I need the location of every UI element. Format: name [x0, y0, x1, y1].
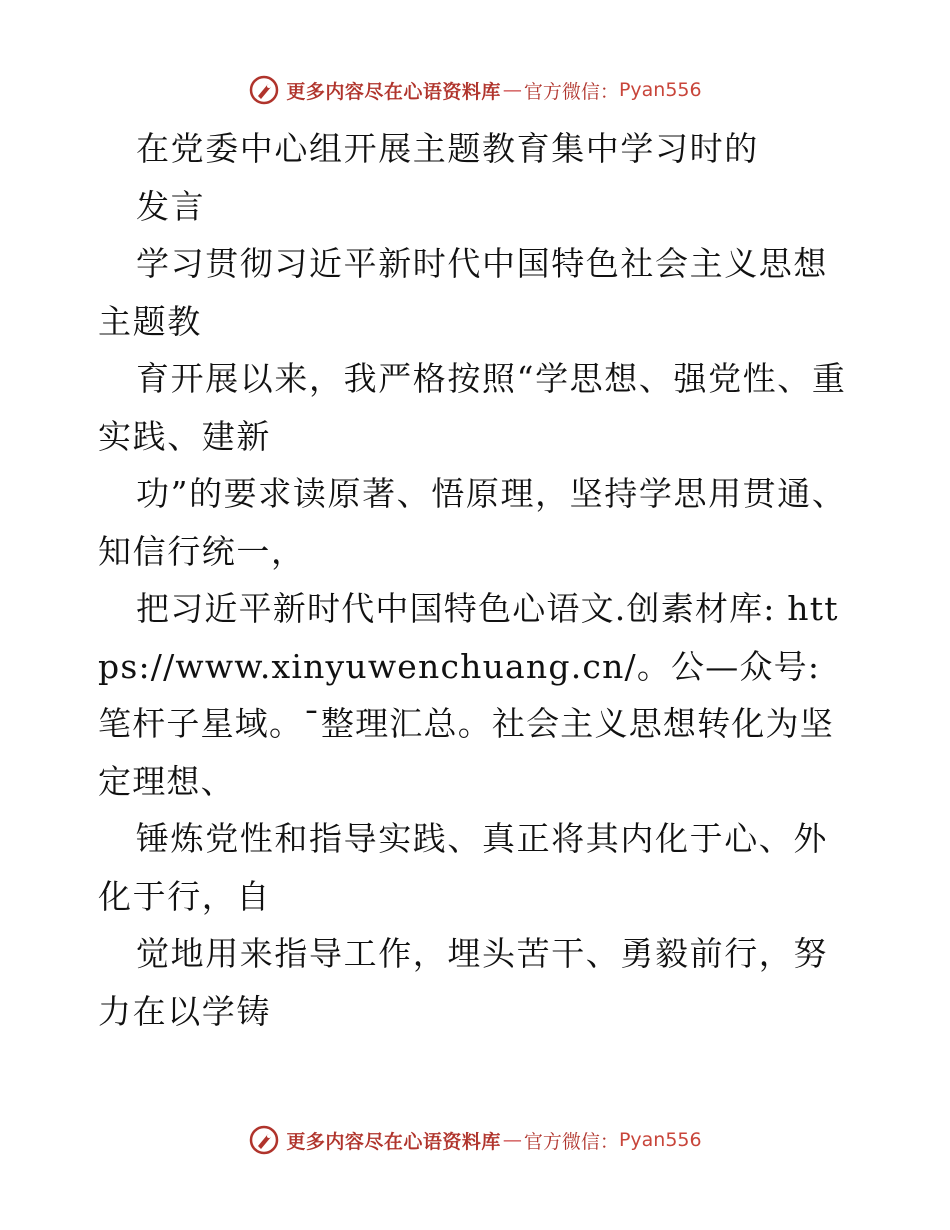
- pen-nib-logo-icon: [248, 74, 280, 106]
- paragraph-6: 觉地用来指导工作，埋头苦干、勇毅前行，努力在以学铸: [98, 934, 828, 1031]
- pen-nib-logo-icon: [248, 1124, 280, 1156]
- banner-wechat-label: 官方微信：: [523, 80, 619, 103]
- banner-wechat-id: Pyan556: [618, 79, 702, 101]
- paragraph-5: 锤炼党性和指导实践、真正将其内化于心、外化于行，自: [98, 819, 828, 916]
- banner-dash: —: [502, 79, 522, 101]
- paragraph-title-cont: 发言: [136, 186, 206, 226]
- paragraph-2: 育开展以来，我严格按照“学思想、强党性、重实践、建新: [98, 359, 847, 456]
- banner-brand: 更多内容尽在心语资料库: [286, 1130, 501, 1153]
- document-body: [98, 120, 858, 1040]
- banner-dash: —: [502, 1129, 522, 1151]
- header-banner: [0, 70, 950, 110]
- banner-wechat-label: 官方微信：: [523, 1130, 619, 1153]
- footer-banner: [0, 1120, 950, 1160]
- paragraph-4: 把习近平新时代中国特色心语文.创素材库: https://www.xinyuwenchuang.cn/。公—众号: 笔杆子星域。¯整理汇总。社会主义思想转化为坚定理想、: [98, 589, 839, 801]
- paragraph-3: 功”的要求读原著、悟原理，坚持学思用贯通、知信行统一，: [98, 474, 847, 571]
- paragraph-1: 学习贯彻习近平新时代中国特色社会主义思想主题教: [98, 244, 828, 341]
- banner-brand: 更多内容尽在心语资料库: [286, 80, 501, 103]
- banner-wechat-id: Pyan556: [618, 1129, 702, 1151]
- paragraph-title: 在党委中心组开展主题教育集中学习时的: [136, 129, 759, 168]
